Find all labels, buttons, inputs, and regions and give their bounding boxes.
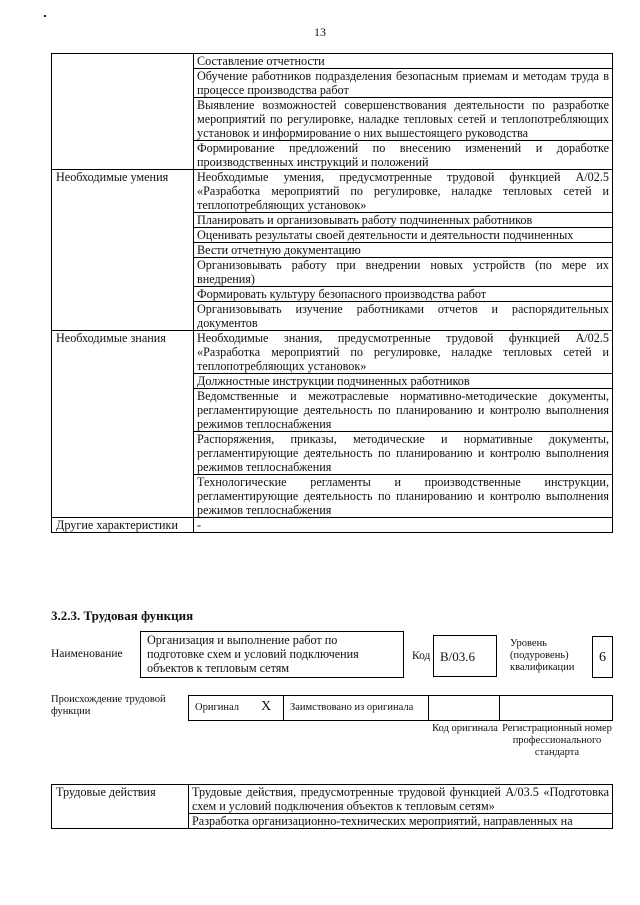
code-label: Код: [412, 650, 431, 662]
table-row: [52, 785, 613, 814]
row-label-actions: Трудовые действия: [52, 785, 189, 829]
name-label: Наименование: [51, 648, 123, 660]
row-text: Формирование предложений по внесению изменений и доработке производственных инструкций и положений: [194, 141, 613, 170]
row-text: Распоряжения, приказы, методические и нормативные документы, регламентирующие деятельность по планированию и контролю выполнения режимов теплоснабжения: [194, 432, 613, 475]
original-box: [188, 695, 284, 721]
table-row: [52, 331, 613, 374]
reg-number-box: [499, 695, 613, 721]
borrowed-box: [283, 695, 429, 721]
function-name-box: Организация и выполнение работ по подготовке схем и условий подключения объектов к тепловым сетям: [140, 631, 404, 678]
original-label: Оригинал: [195, 702, 239, 713]
row-text: Технологические регламенты и производственные инструкции, регламентирующие деятельность по планированию и контролю выполнения режимов теплоснабжения: [194, 475, 613, 518]
row-text: Трудовые действия, предусмотренные трудовой функцией А/03.5 «Подготовка схем и условий подключения объектов к тепловым сетям»: [189, 785, 613, 814]
row-text: Обучение работников подразделения безопасным приемам и методам труда в процессе производства работ: [194, 69, 613, 98]
competency-table: [51, 53, 613, 533]
row-text: Ведомственные и межотраслевые нормативно-методические документы, регламентирующие деятельность по планированию и контролю выполнения режимов теплоснабжения: [194, 389, 613, 432]
labor-actions-table: [51, 784, 613, 829]
original-mark: Х: [261, 699, 272, 714]
row-label-skills: Необходимые умения: [52, 170, 194, 331]
row-text: Формировать культуру безопасного производства работ: [194, 287, 613, 302]
row-text: Должностные инструкции подчиненных работников: [194, 374, 613, 389]
code-original-caption: Код оригинала: [432, 723, 498, 734]
row-text: Вести отчетную документацию: [194, 243, 613, 258]
row-text: Организовывать работу при внедрении новых устройств (по мере их внедрения): [194, 258, 613, 287]
row-text: Организовывать изучение работниками отчетов и распорядительных документов: [194, 302, 613, 331]
row-text: Оценивать результаты своей деятельности и деятельности подчиненных: [194, 228, 613, 243]
row-text: Планировать и организовывать работу подчиненных работников: [194, 213, 613, 228]
row-label-other: Другие характеристики: [52, 518, 194, 533]
level-value-box: 6: [592, 636, 613, 678]
table-row: [52, 518, 613, 533]
row-label: [52, 54, 194, 170]
origin-label: Происхождение трудовой функции: [51, 694, 166, 717]
row-text: Необходимые умения, предусмотренные трудовой функцией А/02.5 «Разработка мероприятий по регулировке, наладке тепловых сетей и теплопотребляющих установок»: [194, 170, 613, 213]
row-text: -: [194, 518, 613, 533]
borrowed-label: Заимствовано из оригинала: [290, 702, 414, 713]
section-heading: 3.2.3. Трудовая функция: [51, 608, 194, 623]
table-row: [52, 54, 613, 69]
row-label-knowledge: Необходимые знания: [52, 331, 194, 518]
scan-dot: [44, 15, 46, 17]
level-label: Уровень (подуровень) квалификации: [510, 638, 575, 673]
row-text: Разработка организационно-технических мероприятий, направленных на: [189, 814, 613, 829]
row-text: Выявление возможностей совершенствования деятельности по разработке мероприятий по регулировке, наладке тепловых сетей и теплопотребляющих установок и информирование о них вышестоящего руководства: [194, 98, 613, 141]
code-original-box: [428, 695, 500, 721]
code-value-box: В/03.6: [433, 635, 497, 677]
row-text: Составление отчетности: [194, 54, 613, 69]
row-text: Необходимые знания, предусмотренные трудовой функцией А/02.5 «Разработка мероприятий по регулировке, наладке тепловых сетей и теплопотребляющих установок»: [194, 331, 613, 374]
table-row: [52, 170, 613, 213]
reg-number-caption: Регистрационный номер профессионального стандарта: [502, 723, 612, 758]
page-number: 13: [314, 25, 326, 39]
